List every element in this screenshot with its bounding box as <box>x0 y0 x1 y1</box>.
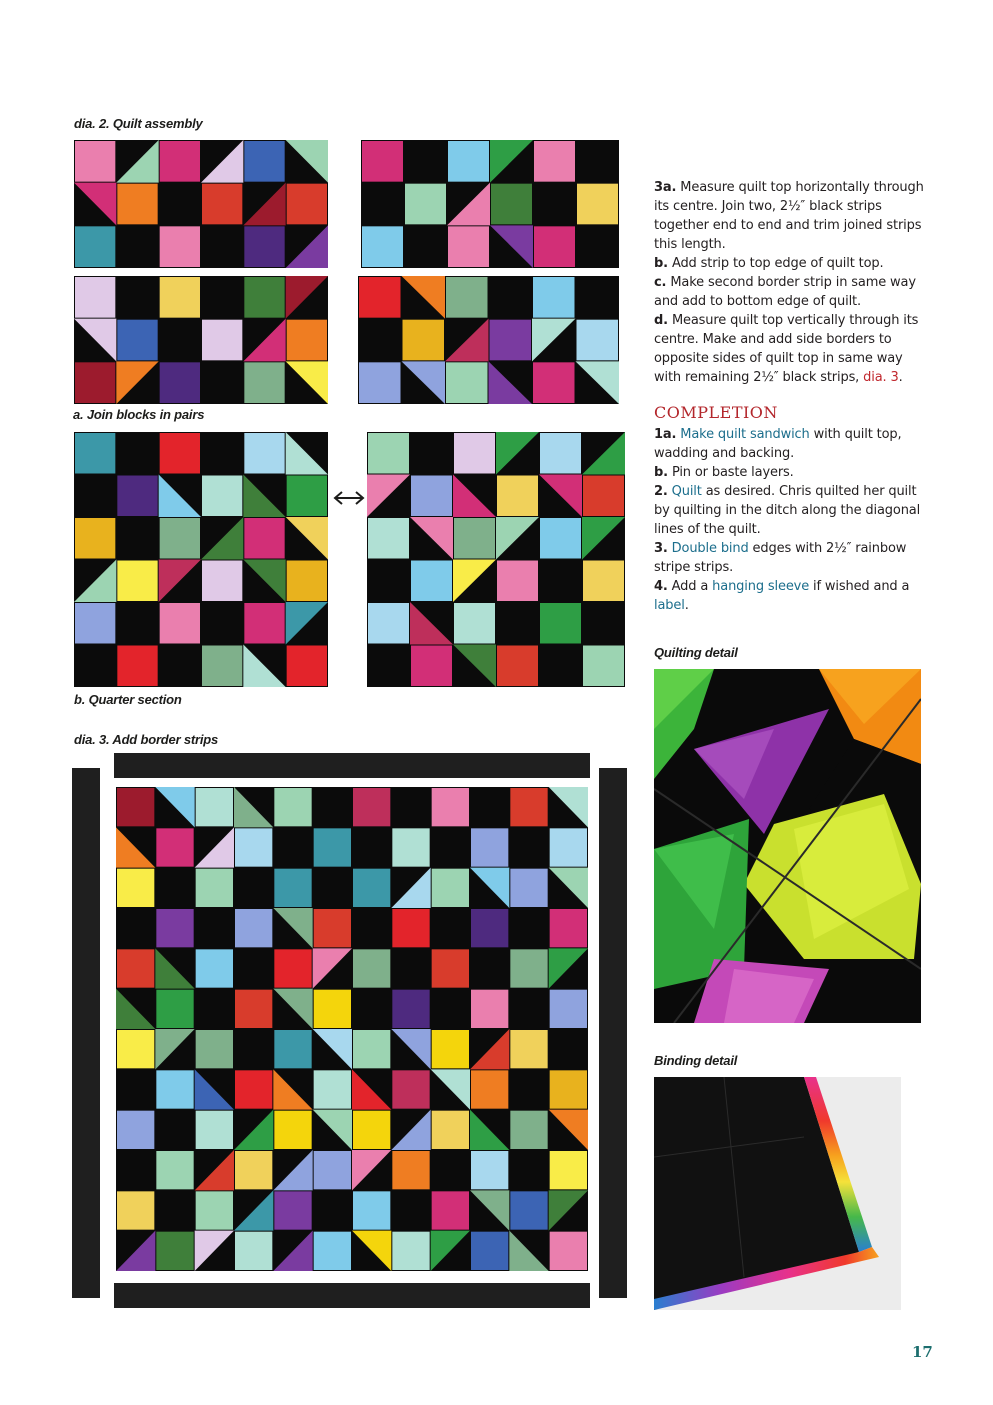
quilt-square <box>510 1030 547 1068</box>
quilt-square <box>75 141 115 182</box>
quilt-square <box>362 141 403 182</box>
quilt-square <box>235 909 272 947</box>
quilt-square <box>510 788 547 826</box>
quilt-square <box>117 788 154 826</box>
quilt-square <box>75 277 115 318</box>
quilt-square <box>287 561 327 602</box>
step-3c-text: Make second border strip in same way and add to bottom edge of quilt. <box>654 275 916 309</box>
step-3d-number: d. <box>654 313 668 328</box>
quilt-square <box>446 362 488 403</box>
quilt-square <box>471 1232 508 1270</box>
quilt-square <box>454 603 495 644</box>
quilt-square <box>75 362 115 403</box>
block-row-1-right <box>361 140 619 268</box>
quilt-square <box>448 226 489 267</box>
step-2-text: as desired. Chris quilted her quilt by quilting in the ditch along the diagonal lines of the quilt. <box>654 484 921 537</box>
quilt-square <box>117 869 154 907</box>
quilt-square <box>353 1030 390 1068</box>
quilt-square <box>448 141 489 182</box>
quilt-square <box>368 518 409 559</box>
quilt-square <box>583 561 624 602</box>
quilt-square <box>117 949 154 987</box>
quilt-square <box>392 828 429 866</box>
quilt-square <box>491 184 532 225</box>
quilt-square <box>411 561 452 602</box>
quilt-square <box>75 518 115 559</box>
quilt-square <box>454 433 495 474</box>
quilt-square <box>497 476 538 517</box>
quilt-square <box>540 603 581 644</box>
quilt-square <box>403 320 445 361</box>
quilt-square <box>432 869 469 907</box>
block-row-2-left <box>74 276 328 404</box>
quilt-square <box>244 603 284 644</box>
step-3d-end: . <box>898 370 903 385</box>
quilt-square <box>362 226 403 267</box>
quilt-square <box>235 828 272 866</box>
quilt-square <box>471 909 508 947</box>
quilt-square <box>432 788 469 826</box>
quilt-square <box>510 1111 547 1149</box>
quilt-square <box>274 1111 311 1149</box>
quilt-square <box>471 828 508 866</box>
quilt-square <box>156 1070 193 1108</box>
quilt-square <box>471 1070 508 1108</box>
quilt-square <box>244 433 284 474</box>
quilt-sandwich-link[interactable]: Make quilt sandwich <box>680 427 810 442</box>
quilt-square <box>540 518 581 559</box>
quilt-square <box>202 561 242 602</box>
binding-detail-image <box>654 1077 901 1310</box>
quilt-square <box>117 184 157 225</box>
quilt-square <box>432 949 469 987</box>
quilt-square <box>314 828 351 866</box>
quilt-square <box>353 1111 390 1149</box>
quilt-square <box>156 828 193 866</box>
quilt-square <box>202 646 242 687</box>
quilt-square <box>314 1151 351 1189</box>
quilt-square <box>392 909 429 947</box>
quilt-square <box>583 646 624 687</box>
quilt-square <box>202 476 242 517</box>
step-3b-number: b. <box>654 256 668 271</box>
step-1b-text: Pin or baste layers. <box>671 465 794 480</box>
quilt-top-diagram <box>116 787 588 1271</box>
quilt-square <box>274 1030 311 1068</box>
step-2-number: 2. <box>654 484 668 499</box>
label-link[interactable]: label <box>654 598 685 613</box>
step-4-end: . <box>684 598 689 613</box>
quilt-square <box>432 1111 469 1149</box>
quilt-square <box>454 518 495 559</box>
quilt-square <box>497 561 538 602</box>
join-pairs-caption: a. Join blocks in pairs <box>73 407 205 422</box>
quilt-square <box>75 433 115 474</box>
quilt-square <box>577 320 619 361</box>
quilt-square <box>75 603 115 644</box>
quilt-square <box>534 226 575 267</box>
step-4-mid: if wished and a <box>809 579 910 594</box>
quilt-square <box>156 990 193 1028</box>
step-3-number: 3. <box>654 541 668 556</box>
quilt-square <box>550 1070 587 1108</box>
quilt-square <box>274 949 311 987</box>
quilt-square <box>274 1191 311 1229</box>
step-4-number: 4. <box>654 579 668 594</box>
quilt-square <box>156 909 193 947</box>
quilt-square <box>160 518 200 559</box>
quilt-square <box>392 1070 429 1108</box>
quilt-square <box>314 1232 351 1270</box>
step-1a-text: with quilt top, wadding and backing. <box>654 427 902 461</box>
quilt-square <box>160 362 200 403</box>
quilt-square <box>274 869 311 907</box>
quilt-square <box>160 141 200 182</box>
quilt-square <box>244 141 284 182</box>
quilt-square <box>156 1232 193 1270</box>
quilt-square <box>497 646 538 687</box>
quilt-square <box>550 990 587 1028</box>
quarter-section-left <box>74 432 328 687</box>
quilt-square <box>287 646 327 687</box>
quilt-square <box>235 990 272 1028</box>
quilt-square <box>411 646 452 687</box>
step-1b-number: b. <box>654 465 668 480</box>
quilt-square <box>117 320 157 361</box>
quilt-square <box>244 518 284 559</box>
quilt-square <box>533 277 575 318</box>
step-3a-text: Measure quilt top horizontally through its centre. Join two, 2½″ black strips together end to end and trim joined strips this length. <box>654 180 924 252</box>
quilt-square <box>540 433 581 474</box>
quilt-square <box>510 949 547 987</box>
quilt-square <box>471 990 508 1028</box>
quilt-square <box>160 277 200 318</box>
quilt-square <box>353 1191 390 1229</box>
quilt-square <box>156 1151 193 1189</box>
step-3d-text: Measure quilt top vertically through its centre. Make and add side borders to opposite sides of quilt top in same way with remaining 2½″ black strips, <box>654 313 919 385</box>
quilt-square <box>75 226 115 267</box>
quilt-square <box>490 320 532 361</box>
quilt-square <box>314 990 351 1028</box>
quilt-square <box>244 226 284 267</box>
right-border-strip <box>599 768 627 1298</box>
quilt-square <box>117 1191 154 1229</box>
quilt-square <box>196 949 233 987</box>
quilt-square <box>235 1151 272 1189</box>
quilt-square <box>446 277 488 318</box>
double-arrow-icon <box>332 488 366 508</box>
step-3b-text: Add strip to top edge of quilt top. <box>671 256 884 271</box>
quilt-square <box>160 603 200 644</box>
quilt-square <box>235 1232 272 1270</box>
quilt-square <box>471 1151 508 1189</box>
quilt-square <box>244 362 284 403</box>
border-instructions <box>654 178 929 387</box>
completion-heading: COMPLETION <box>654 403 778 422</box>
block-row-1-left <box>74 140 328 268</box>
quilt-square <box>287 476 327 517</box>
quilt-square <box>368 433 409 474</box>
quilt-square <box>235 1070 272 1108</box>
quilt-square <box>202 320 242 361</box>
quilt-square <box>368 603 409 644</box>
quilt-square <box>117 646 157 687</box>
quilt-square <box>359 277 401 318</box>
quilt-square <box>196 1030 233 1068</box>
dia2-caption: dia. 2. Quilt assembly <box>74 116 203 131</box>
step-1a-number: 1a. <box>654 427 677 442</box>
quilt-square <box>196 1191 233 1229</box>
completion-instructions <box>654 425 929 615</box>
quilt-square <box>432 1191 469 1229</box>
quilt-square <box>287 184 327 225</box>
top-border-strip <box>114 753 590 778</box>
quilt-square <box>274 788 311 826</box>
quilt-square <box>510 869 547 907</box>
quilt-square <box>196 788 233 826</box>
quilt-square <box>117 1030 154 1068</box>
quilt-square <box>432 1030 469 1068</box>
step-3c-number: c. <box>654 275 667 290</box>
step-4-pre: Add a <box>671 579 713 594</box>
double-bind-link[interactable]: Double bind <box>671 541 749 556</box>
bottom-border-strip <box>114 1283 590 1308</box>
quilt-square <box>392 1232 429 1270</box>
quilt-square <box>411 476 452 517</box>
step-3-text: edges with 2½″ rainbow stripe strips. <box>654 541 907 575</box>
hanging-sleeve-link[interactable]: hanging sleeve <box>712 579 810 594</box>
page-number: 17 <box>912 1343 933 1361</box>
quilt-link[interactable]: Quilt <box>671 484 702 499</box>
quilt-square <box>359 362 401 403</box>
quilt-square <box>160 433 200 474</box>
quilt-square <box>196 869 233 907</box>
quilt-square <box>533 362 575 403</box>
quilt-square <box>353 788 390 826</box>
quilt-square <box>314 1070 351 1108</box>
quilt-square <box>392 990 429 1028</box>
quilt-square <box>202 184 242 225</box>
quilt-square <box>550 1151 587 1189</box>
quilt-square <box>405 184 446 225</box>
quilt-square <box>577 184 618 225</box>
quilt-square <box>353 869 390 907</box>
quilt-square <box>244 277 284 318</box>
quilt-square <box>314 909 351 947</box>
dia3-reference-link[interactable]: dia. 3 <box>863 370 899 385</box>
quarter-section-caption: b. Quarter section <box>74 692 182 707</box>
quarter-section-right <box>367 432 625 687</box>
quilt-square <box>196 1111 233 1149</box>
quilt-square <box>117 561 157 602</box>
quilt-square <box>117 476 157 517</box>
quilt-square <box>510 1191 547 1229</box>
quilt-square <box>287 320 327 361</box>
dia3-caption: dia. 3. Add border strips <box>74 732 219 747</box>
quilt-square <box>534 141 575 182</box>
quilt-square <box>117 1111 154 1149</box>
step-3a-number: 3a. <box>654 180 677 195</box>
quilting-detail-caption: Quilting detail <box>654 645 738 660</box>
quilt-square <box>583 476 624 517</box>
quilt-square <box>550 1232 587 1270</box>
binding-detail-photo <box>654 1077 901 1310</box>
quilt-square <box>550 909 587 947</box>
block-row-2-right <box>358 276 619 404</box>
quilt-square <box>550 828 587 866</box>
left-border-strip <box>72 768 100 1298</box>
quilt-square <box>353 949 390 987</box>
quilting-detail-image <box>654 669 921 1023</box>
quilt-square <box>392 1151 429 1189</box>
binding-detail-caption: Binding detail <box>654 1053 738 1068</box>
quilt-square <box>160 226 200 267</box>
quilting-detail-photo <box>654 669 921 1023</box>
